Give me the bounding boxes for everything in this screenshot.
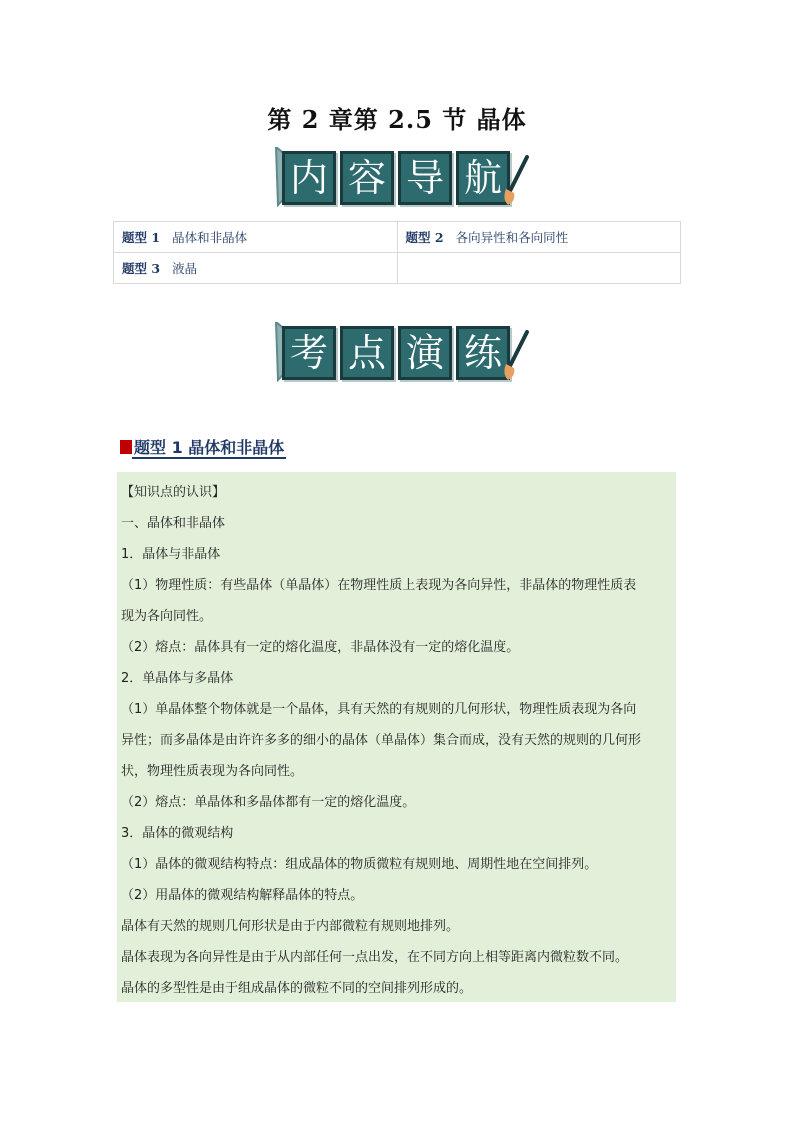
knowledge-line: 【知识点的认识】 — [121, 485, 226, 500]
content-navigation-banner — [272, 147, 532, 211]
paintbrush-icon — [500, 330, 530, 382]
heading-underline — [132, 457, 286, 459]
topic-navigation-table — [113, 221, 681, 284]
knowledge-line: 状，物理性质表现为各向同性。 — [121, 764, 304, 779]
knowledge-line: （2）熔点：晶体具有一定的熔化温度，非晶体没有一定的熔化温度。 — [121, 640, 520, 655]
knowledge-line: 晶体的多型性是由于组成晶体的微粒不同的空间排列形成的。 — [121, 981, 473, 996]
knowledge-line: （1）单晶体整个物体就是一个晶体，具有天然的有规则的几何形状，物理性质表现为各向 — [121, 702, 637, 717]
knowledge-line: 2．单晶体与多晶体 — [121, 671, 234, 686]
banner-char: 航 — [456, 151, 510, 205]
nav-text: 各向异性和各向同性 — [455, 230, 569, 245]
knowledge-line: 1．晶体与非晶体 — [121, 547, 221, 562]
knowledge-line: 晶体有天然的规则几何形状是由于内部微粒有规则地排列。 — [121, 919, 460, 934]
banner-char: 考 — [282, 326, 336, 380]
red-square-icon — [120, 440, 132, 454]
nav-text: 晶体和非晶体 — [172, 230, 248, 245]
nav-label: 题型 1 — [122, 230, 161, 245]
key-points-practice-banner — [272, 322, 532, 386]
knowledge-line: 3．晶体的微观结构 — [121, 826, 234, 841]
banner-char: 内 — [282, 151, 336, 205]
banner-char: 容 — [340, 151, 394, 205]
knowledge-line: （1）晶体的微观结构特点：组成晶体的物质微粒有规则地、周期性地在空间排列。 — [121, 857, 598, 872]
banner-char: 练 — [456, 326, 510, 380]
paintbrush-icon — [500, 155, 530, 207]
knowledge-line: 晶体表现为各向异性是由于从内部任何一点出发，在不同方向上相等距离内微粒数不同。 — [121, 950, 629, 965]
table-row — [114, 222, 681, 253]
nav-cell-empty — [397, 253, 681, 284]
nav-text: 液晶 — [172, 261, 198, 276]
nav-label: 题型 2 — [405, 230, 444, 245]
table-row — [114, 253, 681, 284]
section-heading — [120, 435, 284, 458]
knowledge-line: 一、晶体和非晶体 — [121, 516, 226, 531]
banner-char: 点 — [340, 326, 394, 380]
nav-cell[interactable] — [397, 222, 681, 253]
page-title: 第 2 章第 2.5 节 晶体 — [267, 105, 527, 134]
nav-cell[interactable] — [114, 253, 398, 284]
knowledge-line: （2）熔点：单晶体和多晶体都有一定的熔化温度。 — [121, 795, 416, 810]
knowledge-line: 异性；而多晶体是由许许多多的细小的晶体（单晶体）集合而成，没有天然的规则的几何形 — [121, 733, 642, 748]
section-title: 题型 1 晶体和非晶体 — [134, 438, 285, 457]
knowledge-line: （2）用晶体的微观结构解释晶体的特点。 — [121, 888, 364, 903]
banner-char: 演 — [398, 326, 452, 380]
knowledge-box — [117, 472, 676, 1002]
nav-label: 题型 3 — [122, 261, 161, 276]
banner-char: 导 — [398, 151, 452, 205]
knowledge-line: （1）物理性质：有些晶体（单晶体）在物理性质上表现为各向异性，非晶体的物理性质表 — [121, 578, 637, 593]
nav-cell[interactable] — [114, 222, 398, 253]
knowledge-line: 现为各向同性。 — [121, 609, 213, 624]
